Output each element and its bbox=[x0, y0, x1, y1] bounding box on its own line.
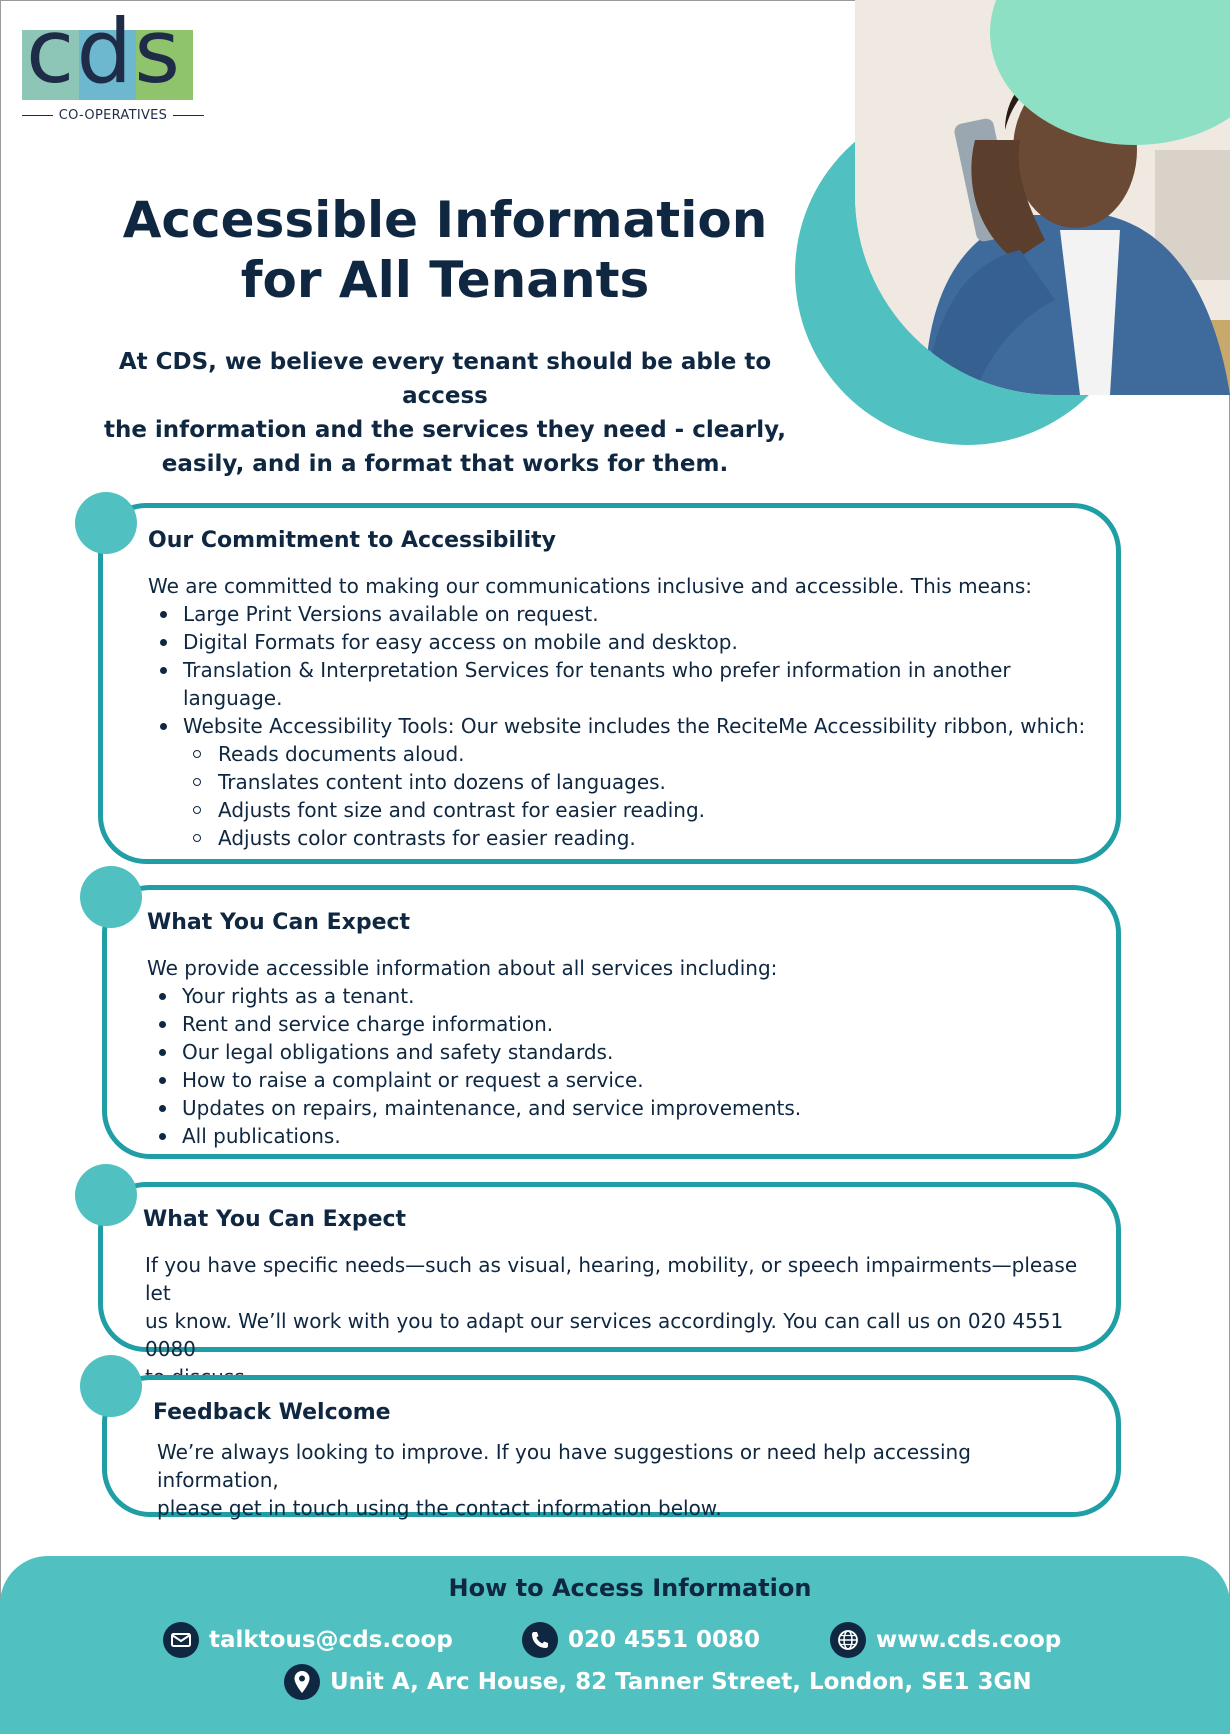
page-title-line-2: for All Tenants bbox=[240, 251, 650, 309]
phone-contact[interactable] bbox=[522, 1622, 760, 1658]
specific-needs-card bbox=[98, 1182, 1121, 1361]
list-item: Website Accessibility Tools: Our website includes the ReciteMe Accessibility ribbon, which: bbox=[148, 712, 1108, 740]
expect-list bbox=[147, 982, 1097, 1150]
specific-needs-heading: What You Can Expect bbox=[143, 1207, 407, 1232]
logo-tagline: CO-OPERATIVES bbox=[58, 108, 168, 123]
commitment-heading: Our Commitment to Accessibility bbox=[148, 528, 556, 553]
hero-photo-group bbox=[795, 0, 1230, 450]
commitment-list bbox=[148, 600, 1108, 852]
feedback-heading: Feedback Welcome bbox=[153, 1400, 391, 1425]
specific-needs-line-2: us know. We’ll work with you to adapt our services accordingly. You can call us on 020 4551 0080 bbox=[145, 1309, 1064, 1361]
phone-link[interactable]: 020 4551 0080 bbox=[568, 1627, 761, 1653]
commitment-card bbox=[98, 503, 1121, 864]
intro-line-3: easily, and in a format that works for them. bbox=[161, 451, 729, 477]
expect-lead: We provide accessible information about all services including: bbox=[147, 956, 778, 980]
intro-text bbox=[80, 345, 810, 481]
location-pin-icon bbox=[284, 1664, 320, 1700]
expect-heading: What You Can Expect bbox=[147, 910, 411, 935]
card-accent-dot bbox=[80, 1355, 142, 1417]
specific-needs-body bbox=[145, 1251, 1105, 1391]
feedback-line-1: We’re always looking to improve. If you have suggestions or need help accessing information, bbox=[157, 1440, 971, 1492]
cds-logo bbox=[22, 0, 204, 126]
address-contact bbox=[284, 1664, 1032, 1700]
globe-icon bbox=[830, 1622, 866, 1658]
mail-icon bbox=[163, 1622, 199, 1658]
intro-line-2: the information and the services they need - clearly, bbox=[103, 417, 787, 443]
list-item: Rent and service charge information. bbox=[147, 1010, 1097, 1038]
page-title bbox=[110, 190, 780, 310]
list-item: Translation & Interpretation Services for tenants who prefer information in another bbox=[148, 656, 1108, 684]
expect-card bbox=[102, 885, 1121, 1159]
sub-list-item: Adjusts color contrasts for easier reading. bbox=[148, 824, 1108, 852]
page-title-line-1: Accessible Information bbox=[122, 191, 768, 249]
email-contact[interactable] bbox=[163, 1622, 453, 1658]
card-accent-dot bbox=[75, 492, 137, 554]
address-text: Unit A, Arc House, 82 Tanner Street, London, SE1 3GN bbox=[330, 1669, 1032, 1695]
logo-tagline-row bbox=[22, 108, 204, 123]
intro-line-1: At CDS, we believe every tenant should be able to access bbox=[118, 349, 772, 409]
card-accent-dot bbox=[80, 866, 142, 928]
sub-list-item: Reads documents aloud. bbox=[148, 740, 1108, 768]
feedback-line-2: please get in touch using the contact information below. bbox=[157, 1496, 722, 1520]
logo-wordmark: cds bbox=[26, 0, 183, 103]
footer-heading: How to Access Information bbox=[448, 1574, 812, 1602]
specific-needs-line-1: If you have specific needs—such as visual, hearing, mobility, or speech impairments—please let bbox=[145, 1253, 1078, 1305]
list-item: Large Print Versions available on request. bbox=[148, 600, 1108, 628]
feedback-card bbox=[102, 1375, 1121, 1520]
list-item: Our legal obligations and safety standards. bbox=[147, 1038, 1097, 1066]
email-link[interactable]: talktous@cds.coop bbox=[209, 1627, 453, 1653]
card-accent-dot bbox=[75, 1164, 137, 1226]
sub-list-item: Translates content into dozens of languages. bbox=[148, 768, 1108, 796]
list-item: Your rights as a tenant. bbox=[147, 982, 1097, 1010]
contact-footer bbox=[0, 1556, 1230, 1734]
list-item: All publications. bbox=[147, 1122, 1097, 1150]
sub-list-item: Adjusts font size and contrast for easier reading. bbox=[148, 796, 1108, 824]
website-link[interactable]: www.cds.coop bbox=[876, 1627, 1062, 1653]
commitment-lead: We are committed to making our communications inclusive and accessible. This means: bbox=[148, 574, 1032, 598]
list-item: Digital Formats for easy access on mobile and desktop. bbox=[148, 628, 1108, 656]
phone-icon bbox=[522, 1622, 558, 1658]
list-item-continuation: language. bbox=[183, 686, 283, 710]
list-item: Updates on repairs, maintenance, and service improvements. bbox=[147, 1094, 1097, 1122]
feedback-body bbox=[157, 1438, 1097, 1522]
list-item: How to raise a complaint or request a service. bbox=[147, 1066, 1097, 1094]
website-contact[interactable] bbox=[830, 1622, 1061, 1658]
